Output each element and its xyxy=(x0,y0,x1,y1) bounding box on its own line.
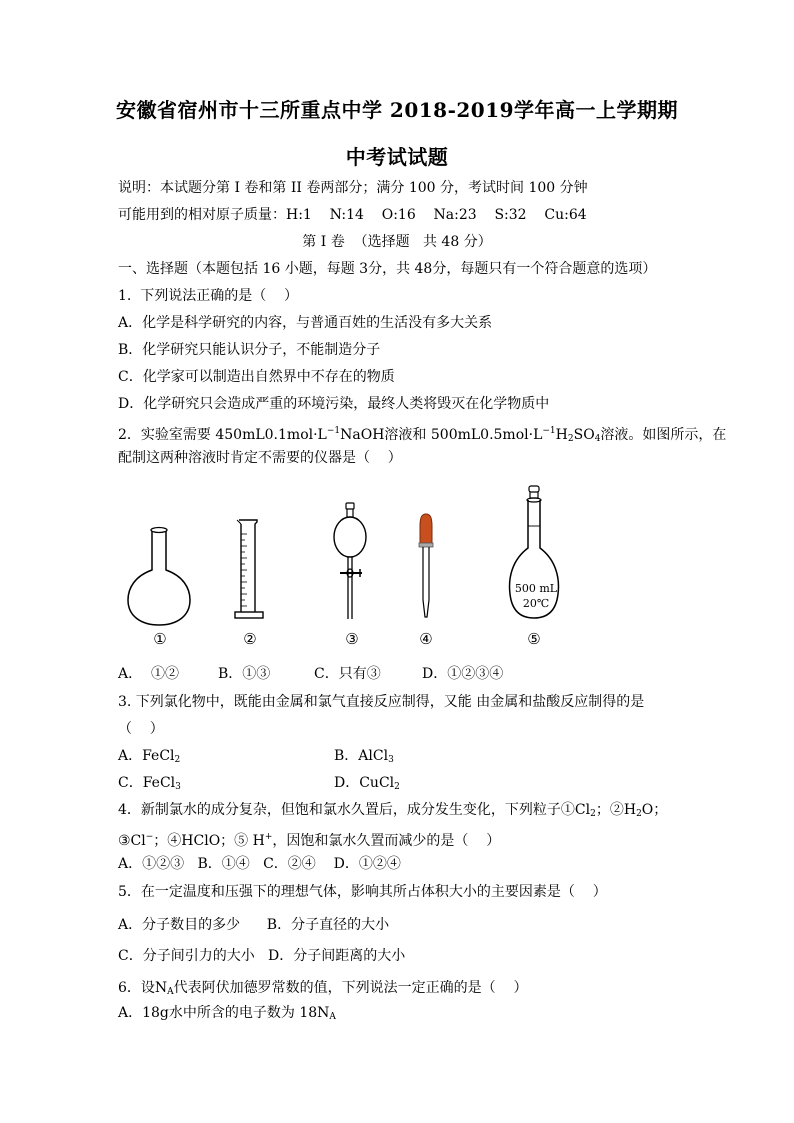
q4-stem: 4．新制氯水的成分复杂，但饱和氯水久置后，成分发生变化，下列粒子$①Cl_2$；$②H_2O$； xyxy=(118,802,668,819)
q3-stem-line2: （ ） xyxy=(118,721,164,737)
page-title-line2: 中考试试题 xyxy=(345,145,449,169)
dropper-icon xyxy=(414,514,438,618)
q5-stem: 5．在一定温度和压强下的理想气体，影响其所占体积大小的主要因素是（ ） xyxy=(118,884,607,900)
q2-stem: 2．实验室需要 $450mL0.1mol\cdot L^{-1}NaOH$溶液和 $500mL0.5mol\cdot L^{-1}H_2SO_4$溶液。如图所示，在 xyxy=(118,426,727,444)
q4-stem-line2: ③Cl−；④HClO；⑤ H+，因饱和氯水久置而减少的是（ ） xyxy=(118,832,501,849)
separatory-funnel-icon xyxy=(332,503,372,621)
volumetric-flask-temperature: 20℃ xyxy=(522,597,550,610)
q5-options-line1: A．分子数目的多少 B．分子直径的大小 xyxy=(118,917,390,933)
q4-options: A．①②③ B．①④ C．②④ D．①②④ xyxy=(118,856,401,872)
q1-option-c: C．化学家可以制造出自然界中不存在的物质 xyxy=(118,369,395,385)
apparatus-label-3: ③ xyxy=(345,630,359,648)
volumetric-flask-volume: 500 mL xyxy=(514,582,558,595)
exam-note: 说明：本试题分第 I 卷和第 II 卷两部分；满分 100 分，考试时间 100 分钟 xyxy=(118,180,588,196)
q3-option-b: B．AlCl$_3$ xyxy=(334,748,394,765)
q6-option-a: A．18g水中所含的电子数为 $18N_A$ xyxy=(118,1005,336,1022)
q6-stem: 6．设$N_A$代表阿伏加德罗常数的值，下列说法一定正确的是（ ） xyxy=(118,980,528,997)
q2-option-b: B．①③ xyxy=(218,666,271,682)
q1-option-a: A．化学是科学研究的内容，与普通百姓的生活没有多大关系 xyxy=(118,315,493,331)
q2-stem-line2: 配制这两种溶液时肯定不需要的仪器是（ ） xyxy=(118,450,402,466)
q1-option-d: D．化学研究只会造成严重的环境污染，最终人类将毁灭在化学物质中 xyxy=(118,396,550,412)
q3-stem: 3. 下列氯化物中，既能由金属和氯气直接反应制得，又能 由金属和盐酸反应制得的是 xyxy=(118,694,645,710)
q2-option-d: D．①②③④ xyxy=(422,666,504,682)
q1-option-b: B．化学研究只能认识分子，不能制造分子 xyxy=(118,342,381,358)
apparatus-label-1: ① xyxy=(153,630,167,648)
page-title-line1: 安徽省宿州市十三所重点中学 2018-2019学年高一上学期期 xyxy=(115,98,679,122)
q3-option-a: A．FeCl$_2$ xyxy=(118,748,181,765)
round-bottom-flask-icon xyxy=(125,526,195,626)
q2-option-c: C．只有③ xyxy=(314,666,381,682)
apparatus-label-4: ④ xyxy=(419,630,433,648)
atomic-masses: 可能用到的相对原子质量：H:1 N:14 O:16 Na:23 S:32 Cu:64 xyxy=(118,207,587,223)
q2-option-a: A． ①② xyxy=(118,666,180,682)
apparatus-label-2: ② xyxy=(243,630,257,648)
q5-options-line2: C．分子间引力的大小 D．分子间距离的大小 xyxy=(118,948,406,964)
apparatus-label-5: ⑤ xyxy=(527,630,541,648)
graduated-cylinder-icon xyxy=(233,518,267,620)
q3-option-c: C．FeCl$_3$ xyxy=(118,775,181,792)
section-title: 第 I 卷 （选择题 共 48 分） xyxy=(302,234,492,250)
q1-stem: 1. 下列说法正确的是（ ） xyxy=(118,288,299,304)
part1-heading: 一、选择题（本题包括 16 小题，每题 3分，共 48分，每题只有一个符合题意的选项） xyxy=(118,261,657,277)
q3-option-d: D．CuCl$_2$ xyxy=(334,775,400,792)
